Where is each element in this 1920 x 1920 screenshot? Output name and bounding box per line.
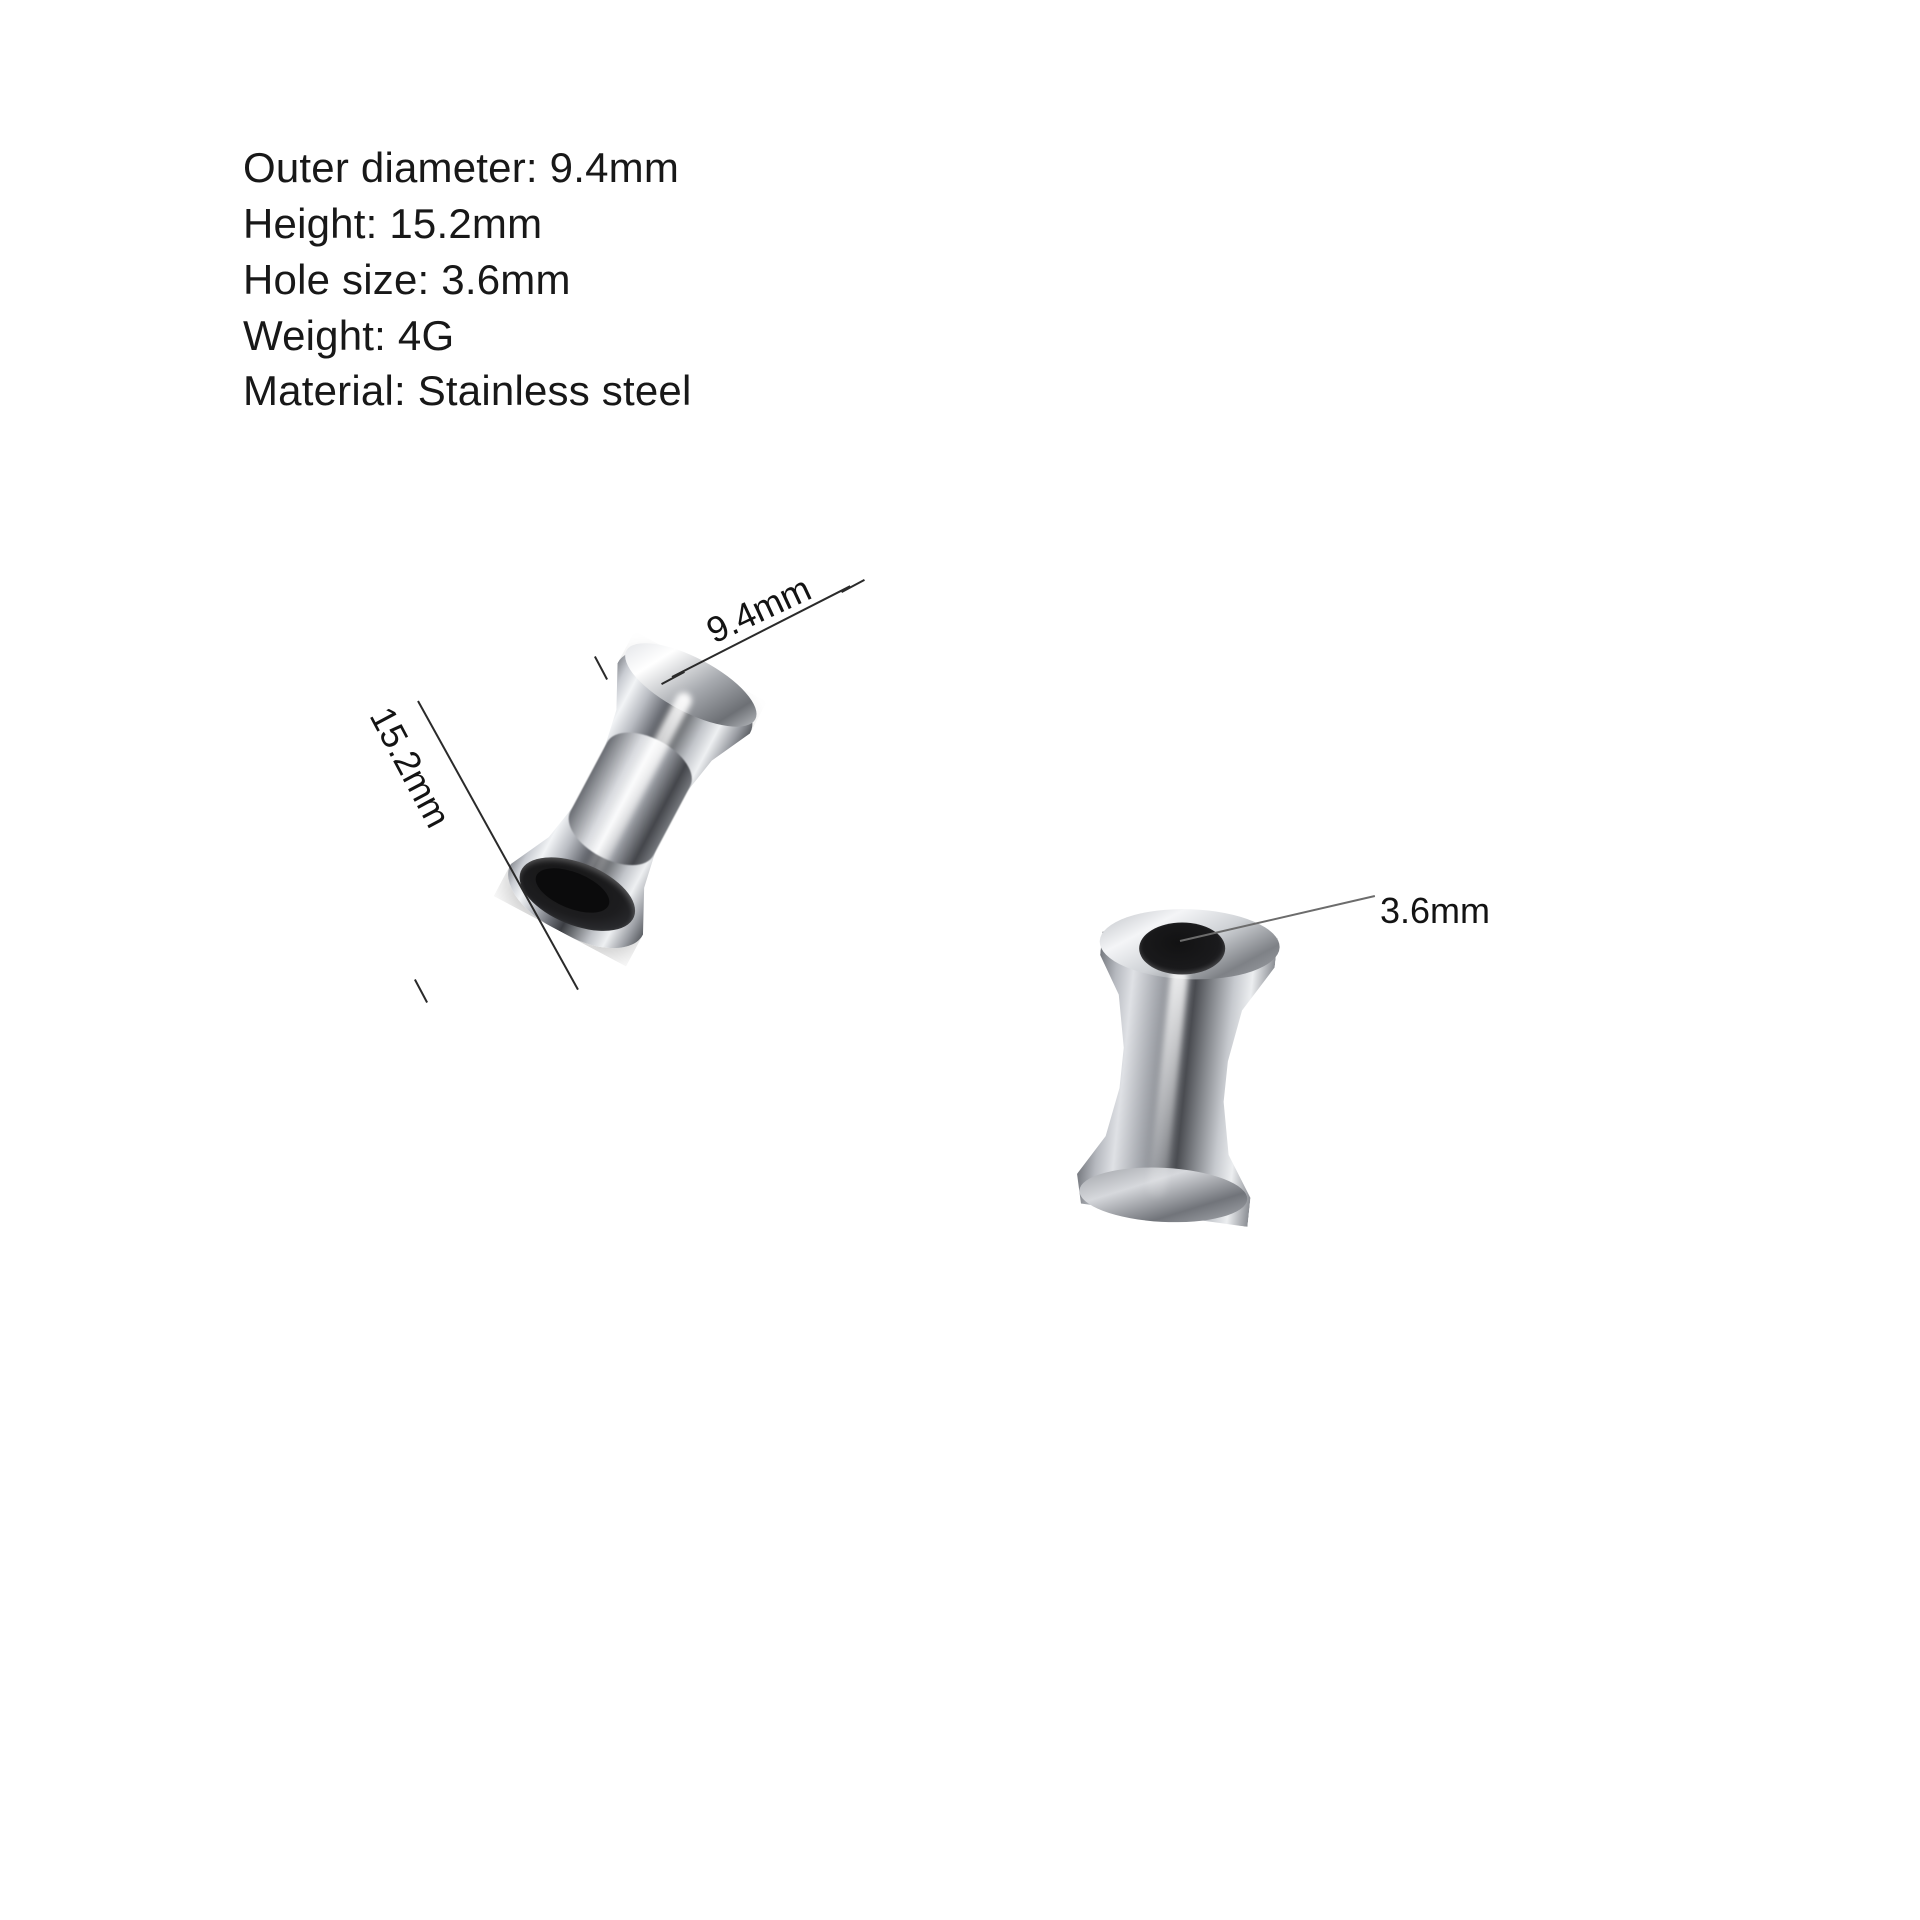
- spec-line-outer-diameter: Outer diameter: 9.4mm: [243, 144, 680, 191]
- hole-dimension-label: 3.6mm: [1380, 890, 1491, 931]
- spec-line-hole-size: Hole size: 3.6mm: [243, 255, 571, 303]
- diameter-dimension-tick-right: [841, 579, 865, 593]
- spec-line-weight: Weight: 4G: [243, 311, 455, 359]
- height-dimension-label: 15.2mm: [361, 700, 460, 835]
- height-dimension-tick-bottom: [414, 979, 428, 1003]
- spec-line-material: Material: Stainless steel: [243, 367, 692, 415]
- spec-line-height: Height: 15.2mm: [243, 199, 543, 247]
- bead-angled-view: [440, 599, 860, 1031]
- bead-hole-opening-upright: [1139, 922, 1225, 974]
- diameter-dimension-label: 9.4mm: [700, 567, 818, 652]
- bead-upright-view: [1023, 885, 1358, 1264]
